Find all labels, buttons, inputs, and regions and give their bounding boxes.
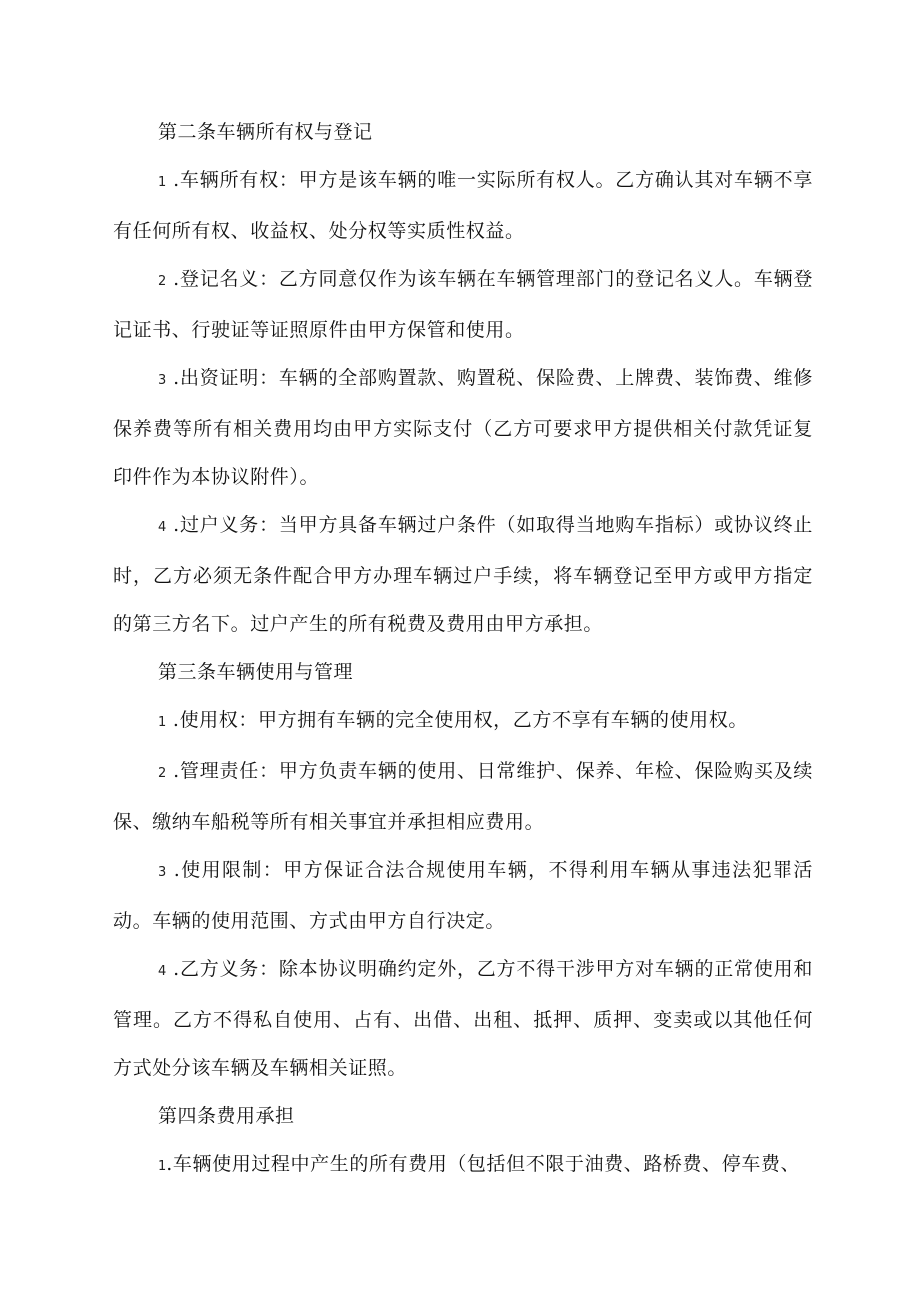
clause-text: 使用限制：甲方保证合法合规使用车辆，不得利用车辆从事违法犯罪活动。车辆的使用范围、方式由甲方自行决定。	[113, 859, 813, 932]
clause-text: 使用权：甲方拥有车辆的完全使用权，乙方不享有车辆的使用权。	[179, 709, 748, 731]
clause-paragraph	[113, 945, 813, 1092]
clause-text: 出资证明：车辆的全部购置款、购置税、保险费、上牌费、装饰费、维修保养费等所有相关费用均由甲方实际支付（乙方可要求甲方提供相关付款凭证复印件作为本协议附件）。	[113, 367, 813, 488]
clause-separator: .	[166, 268, 180, 290]
clause-paragraph	[113, 354, 813, 501]
clause-number: 1	[158, 715, 167, 730]
clause-number: 1	[158, 175, 167, 190]
clause-separator: .	[166, 514, 180, 536]
clause-paragraph	[113, 255, 813, 354]
clause-text: 乙方义务：除本协议明确约定外，乙方不得干涉甲方对车辆的正常使用和管理。乙方不得私自使用、占有、出借、出租、抵押、质押、变卖或以其他任何方式处分该车辆及车辆相关证照。	[113, 958, 813, 1079]
clause-number: 3	[158, 865, 167, 880]
clause-separator: .	[166, 1153, 173, 1175]
clause-separator: .	[166, 367, 180, 389]
clause-text: 车辆所有权：甲方是该车辆的唯一实际所有权人。乙方确认其对车辆不享有任何所有权、收益权、处分权等实质性权益。	[113, 169, 813, 242]
clause-paragraph	[113, 696, 813, 747]
clause-number: 3	[158, 373, 167, 388]
clause-text: 车辆使用过程中产生的所有费用（包括但不限于油费、路桥费、停车费、	[172, 1153, 801, 1175]
clause-paragraph	[113, 1140, 813, 1191]
clause-paragraph	[113, 156, 813, 255]
clause-separator: .	[166, 859, 181, 881]
clause-paragraph	[113, 846, 813, 945]
clause-number: 4	[158, 520, 167, 535]
clause-separator: .	[166, 958, 180, 980]
clause-separator: .	[166, 169, 180, 191]
clause-number: 1	[158, 1159, 167, 1174]
clause-separator: .	[166, 709, 180, 731]
clause-paragraph	[113, 501, 813, 648]
clause-number: 4	[158, 964, 167, 979]
section-heading: 第四条费用承担	[158, 1105, 295, 1127]
clause-text: 管理责任：甲方负责车辆的使用、日常维护、保养、年检、保险购买及续保、缴纳车船税等所有相关事宜并承担相应费用。	[113, 760, 813, 833]
section-heading: 第二条车辆所有权与登记	[158, 121, 373, 143]
clause-separator: .	[166, 760, 180, 782]
clause-text: 登记名义：乙方同意仅作为该车辆在车辆管理部门的登记名义人。车辆登记证书、行驶证等证照原件由甲方保管和使用。	[113, 268, 813, 341]
clause-paragraph	[113, 747, 813, 846]
section-heading: 第三条车辆使用与管理	[158, 661, 354, 683]
document-body	[113, 108, 813, 1191]
clause-text: 过户义务：当甲方具备车辆过户条件（如取得当地购车指标）或协议终止时，乙方必须无条件配合甲方办理车辆过户手续，将车辆登记至甲方或甲方指定的第三方名下。过户产生的所有税费及费用由甲方承担。	[113, 514, 813, 635]
clause-number: 2	[158, 274, 167, 289]
clause-number: 2	[158, 766, 167, 781]
